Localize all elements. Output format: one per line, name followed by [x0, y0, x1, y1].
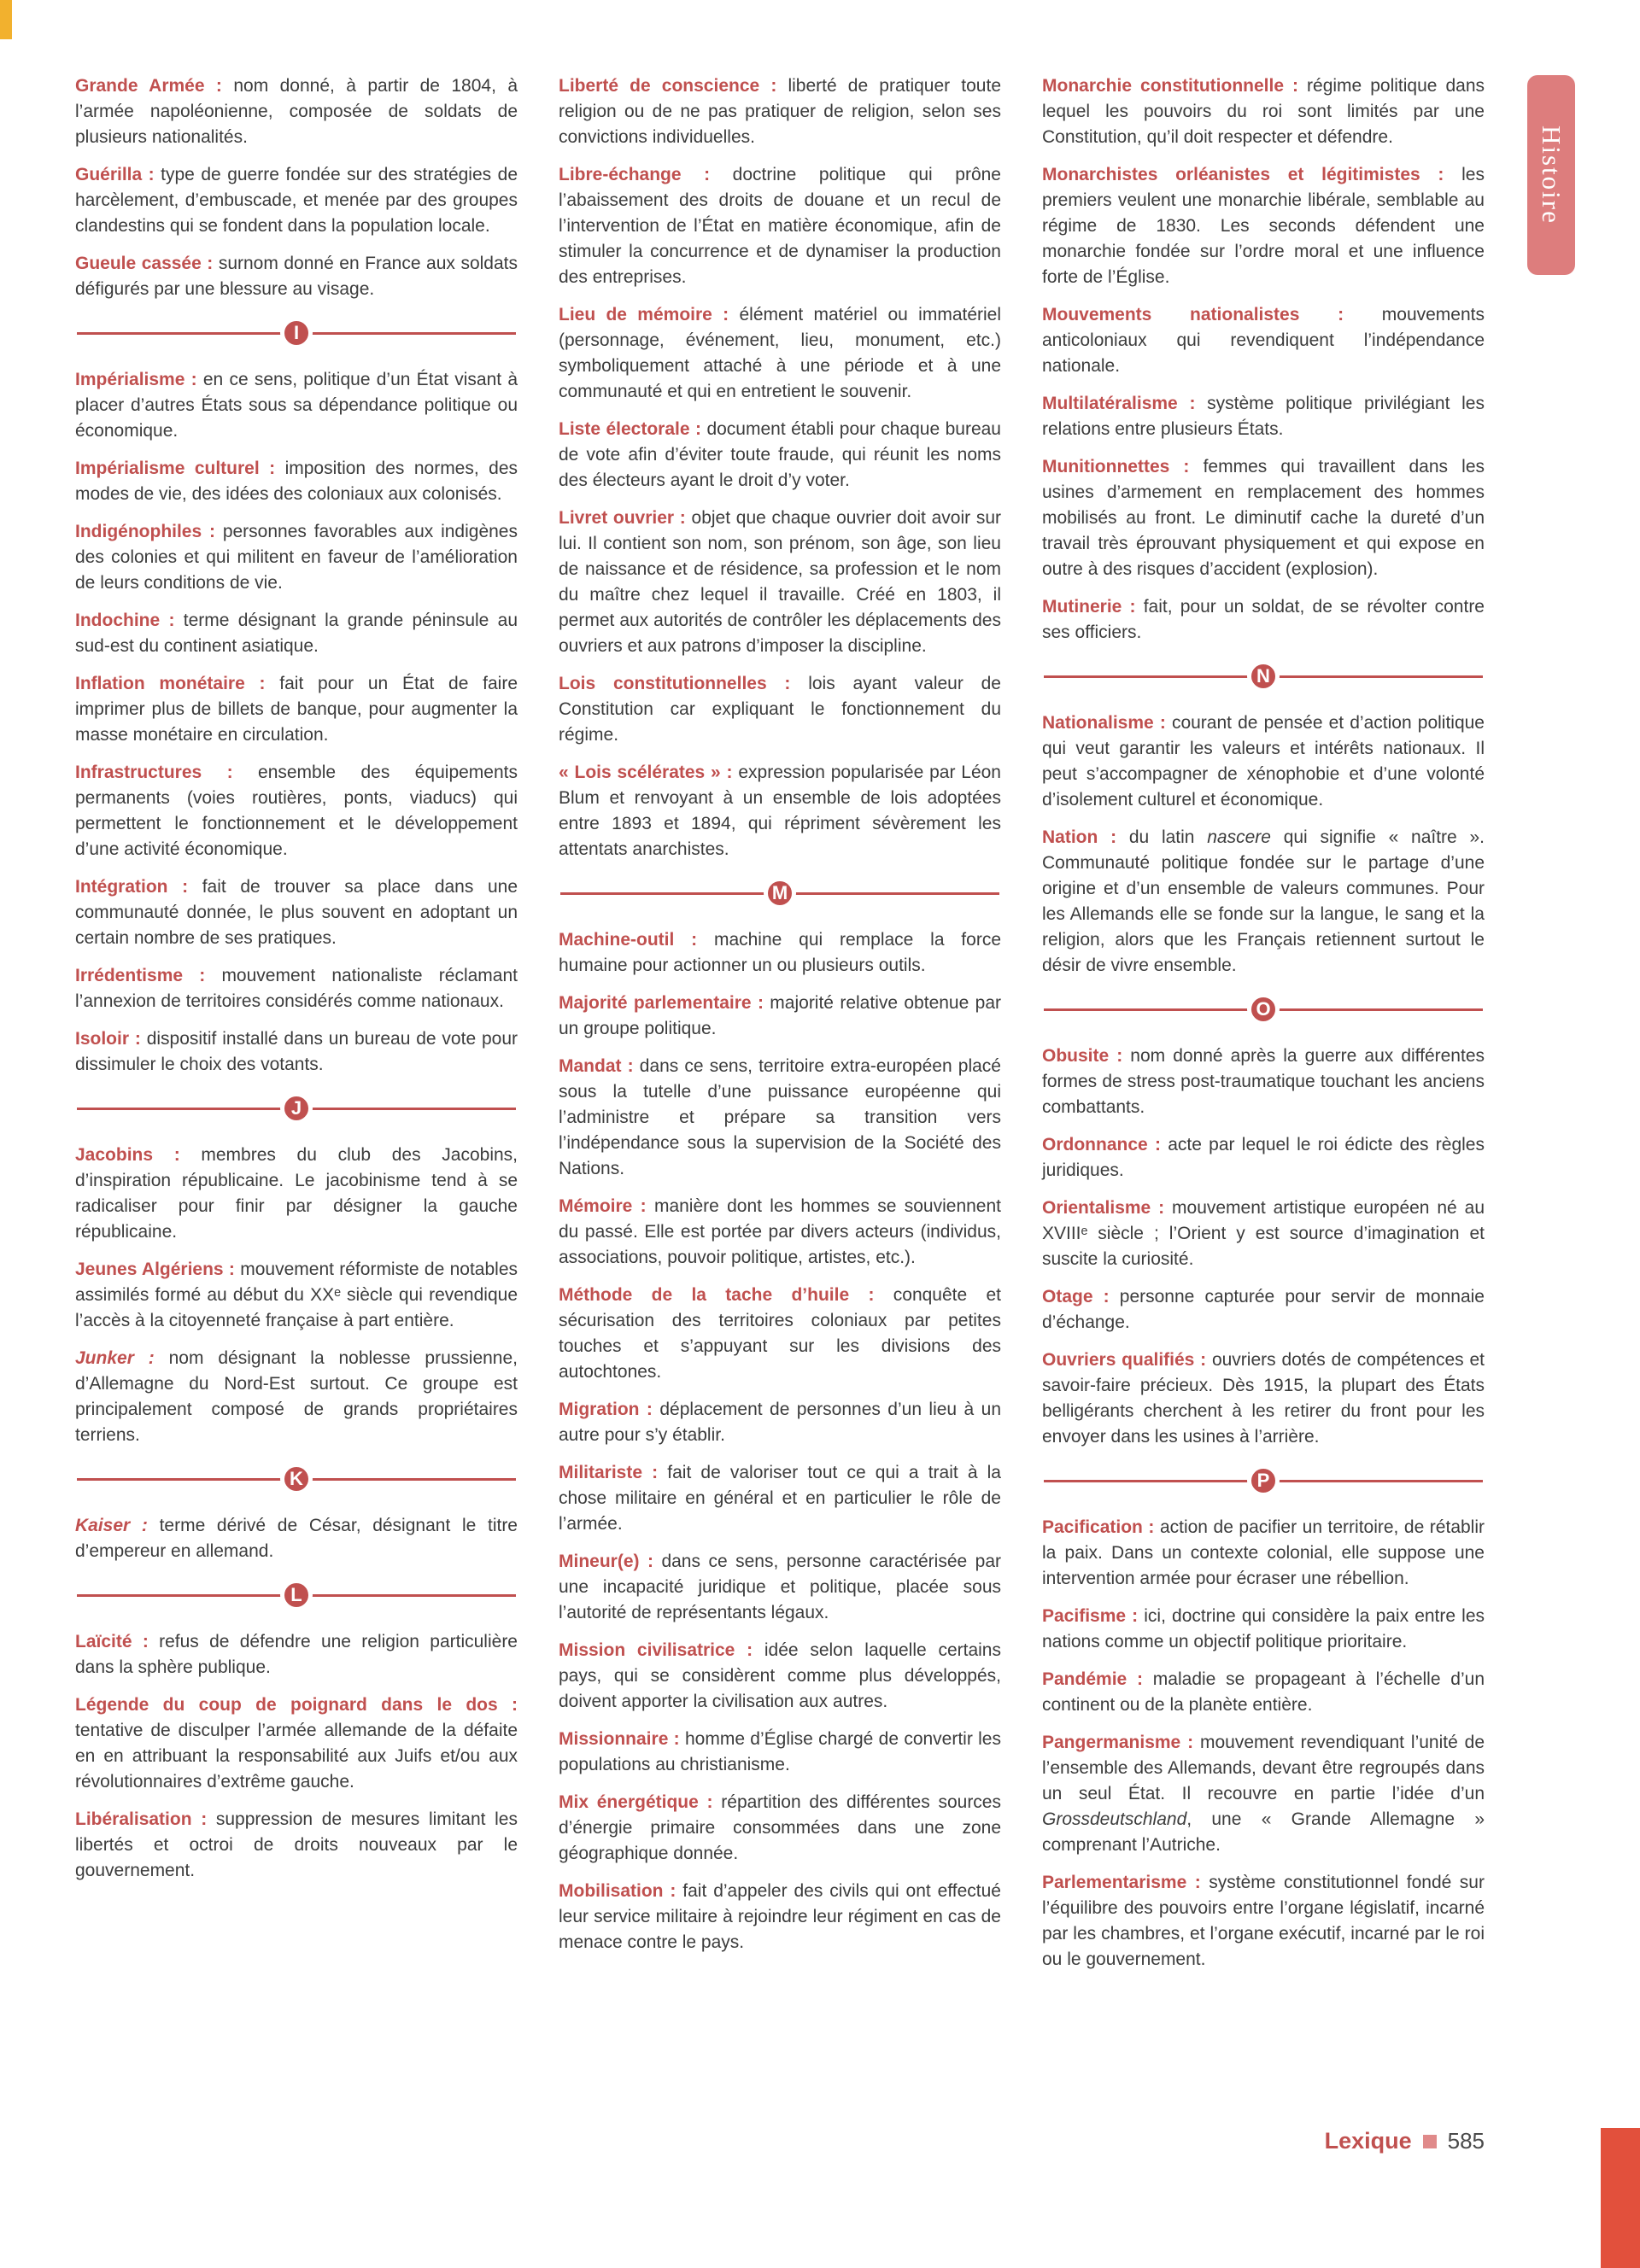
glossary-entry: [1042, 1667, 1485, 1718]
glossary-entry: [1042, 1515, 1485, 1592]
page-corner-mark: [0, 0, 12, 39]
definition: majorité relative obtenue par un groupe politique.: [559, 993, 1001, 1038]
glossary-entry: [559, 1549, 1001, 1626]
definition: ouvriers dotés de compétences et savoir-faire précieux. Dès 1915, la plupart des États belligérants cherchent à les retirer du front pour les envoyer dans les usines à l’arrière.: [1042, 1350, 1485, 1447]
glossary-entry: [1042, 1730, 1485, 1858]
glossary-entry: [75, 1692, 518, 1795]
chapter-tab-histoire: [1527, 75, 1575, 275]
term: Nation :: [1042, 827, 1129, 847]
glossary-entry: [559, 162, 1001, 290]
term: Mix énergétique :: [559, 1792, 722, 1812]
term: Intégration :: [75, 877, 202, 897]
term: Monarchie constitutionnelle :: [1042, 76, 1308, 96]
definition: courant de pensée et d’action politique qui veut garantir les valeurs et intérêts nationaux. Il peut s’accompagner de xénophobie et d’une volonté d’isolement culturel et économique.: [1042, 713, 1485, 810]
definition: idée selon laquelle certains pays, qui se considèrent comme plus développés, doivent apporter la civilisation aux autres.: [559, 1640, 1001, 1711]
letter-divider-k: [75, 1462, 518, 1496]
glossary-entry: [559, 302, 1001, 405]
divider-letter-badge: L: [280, 1579, 313, 1611]
definition: action de pacifier un territoire, de rétablir la paix. Dans un contexte colonial, elle suppose une intervention armée pour écraser une rébellion.: [1042, 1517, 1485, 1588]
term: Libéralisation :: [75, 1809, 216, 1829]
glossary-entry: [75, 1346, 518, 1448]
term: Militariste :: [559, 1463, 668, 1482]
definition: nom donné, à partir de 1804, à l’armée napoléonienne, composée de soldats de plusieurs nationalités.: [75, 76, 518, 147]
glossary-entry: [1042, 1043, 1485, 1120]
chapter-tab-label: Histoire: [1537, 126, 1567, 225]
glossary-entry: [1042, 391, 1485, 442]
glossary-entry: [559, 1638, 1001, 1715]
term: Laïcité :: [75, 1632, 160, 1651]
term: Infrastructures :: [75, 763, 259, 782]
term: Parlementarisme :: [1042, 1873, 1210, 1892]
term: Pacifisme :: [1042, 1606, 1145, 1626]
definition: liberté de pratiquer toute religion ou de ne pas pratiquer de religion, selon ses convictions individuelles.: [559, 76, 1001, 147]
term: Pandémie :: [1042, 1669, 1153, 1689]
letter-divider-m: [559, 876, 1001, 910]
footer-section-label: Lexique: [1324, 2128, 1412, 2154]
glossary-entry: [75, 1513, 518, 1564]
term: Mémoire :: [559, 1196, 654, 1216]
letter-divider-i: [75, 316, 518, 350]
term: Pacification :: [1042, 1517, 1160, 1537]
definition: fait de trouver sa place dans une communauté donnée, le plus souvent en adoptant un certain nombre de ses pratiques.: [75, 877, 518, 948]
definition: surnom donné en France aux soldats défigurés par une blessure au visage.: [75, 254, 518, 299]
definition: ensemble des équipements permanents (voies routières, ponts, viaducs) qui permettent le fonctionnement et le développement d’une activité économique.: [75, 763, 518, 859]
glossary-entry: [75, 1026, 518, 1078]
glossary-entry: [75, 456, 518, 507]
term: Jeunes Algériens :: [75, 1260, 241, 1279]
divider-letter-badge: K: [280, 1463, 313, 1495]
letter-divider-o: [1042, 992, 1485, 1026]
term: Majorité parlementaire :: [559, 993, 770, 1013]
definition: fait d’appeler des civils qui ont effectué leur service militaire à rejoindre leur régiment en cas de menace contre le pays.: [559, 1881, 1001, 1952]
page-edge-bar: [1601, 2128, 1640, 2268]
definition: fait pour un État de faire imprimer plus de billets de banque, pour augmenter la masse monétaire en circulation.: [75, 674, 518, 745]
glossary-entry: [75, 963, 518, 1014]
term: Otage :: [1042, 1287, 1120, 1306]
term: Mouvements nationalistes :: [1042, 305, 1382, 324]
definition: fait de valoriser tout ce qui a trait à la chose militaire en général et en particulier le rôle de l’armée.: [559, 1463, 1001, 1534]
definition: en ce sens, politique d’un État visant à placer d’autres États sous sa dépendance politique ou économique.: [75, 370, 518, 441]
divider-letter-badge: N: [1247, 660, 1280, 693]
glossary-entry: [559, 1460, 1001, 1537]
glossary-entry: [1042, 302, 1485, 379]
term: Indigénophiles :: [75, 522, 223, 541]
glossary-entry: [559, 1397, 1001, 1448]
glossary-entry: [75, 1807, 518, 1884]
term: Mission civilisatrice :: [559, 1640, 764, 1660]
glossary-entry: [559, 1879, 1001, 1955]
glossary-entry: [559, 760, 1001, 862]
glossary-entry: [75, 874, 518, 951]
glossary-column-1: [75, 73, 518, 1984]
definition: document établi pour chaque bureau de vote afin d’éviter toute fraude, qui réunit les noms des électeurs ayant le droit d’y voter.: [559, 419, 1001, 490]
term: Junker :: [75, 1348, 169, 1368]
term: Impérialisme :: [75, 370, 203, 389]
divider-letter-badge: J: [280, 1092, 313, 1125]
term: Jacobins :: [75, 1145, 202, 1165]
definition: système constitutionnel fondé sur l’équilibre des pouvoirs entre l’organe législatif, incarné par les chambres, et l’organe exécutif, incarné par le roi ou le gouvernement.: [1042, 1873, 1485, 1969]
letter-divider-j: [75, 1091, 518, 1125]
term: Livret ouvrier :: [559, 508, 692, 528]
term: Monarchistes orléanistes et légitimistes :: [1042, 165, 1462, 184]
glossary-entry: [1042, 1284, 1485, 1336]
glossary-entry: [1042, 1195, 1485, 1272]
glossary-entry: [559, 73, 1001, 150]
definition: membres du club des Jacobins, d’inspiration républicaine. Le jacobinisme tend à se radicaliser pour finir par désigner la gauche républicaine.: [75, 1145, 518, 1242]
glossary-entry: [1042, 594, 1485, 646]
definition: machine qui remplace la force humaine pour actionner un ou plusieurs outils.: [559, 930, 1001, 975]
term: « Lois scélérates » :: [559, 763, 739, 782]
definition: tentative de disculper l’armée allemande de la défaite en en attribuant la responsabilité aux Juifs et/ou aux révolutionnaires d’extrême gauche.: [75, 1721, 518, 1792]
glossary-entry: [559, 1727, 1001, 1778]
definition: type de guerre fondée sur des stratégies de harcèlement, d’embuscade, et menée par des groupes clandestins qui se fondent dans la population locale.: [75, 165, 518, 236]
definition: acte par lequel le roi édicte des règles juridiques.: [1042, 1135, 1485, 1180]
term: Mutinerie :: [1042, 597, 1144, 617]
divider-letter-badge: O: [1247, 993, 1280, 1026]
term: Grande Armée :: [75, 76, 234, 96]
divider-letter-badge: I: [280, 317, 313, 349]
glossary-entry: [559, 671, 1001, 748]
definition: dans ce sens, personne caractérisée par une incapacité juridique et politique, placée sous l’autorité de représentants légaux.: [559, 1552, 1001, 1622]
term: Orientalisme :: [1042, 1198, 1173, 1218]
glossary-entry: [1042, 1604, 1485, 1655]
glossary-entry: [1042, 454, 1485, 582]
term: Missionnaire :: [559, 1729, 685, 1749]
glossary-columns: [75, 73, 1485, 1984]
definition: élément matériel ou immatériel (personnage, événement, lieu, monument, etc.) symboliquement attaché à une période et à une communauté et qui en entretient le souvenir.: [559, 305, 1002, 401]
definition: refus de défendre une religion particulière dans la sphère publique.: [75, 1632, 518, 1677]
divider-letter-badge: M: [764, 877, 796, 909]
glossary-entry: [559, 1790, 1001, 1867]
definition: mouvement réformiste de notables assimilés formé au début du XXᵉ siècle qui revendique l’accès à la citoyenneté française à part entière.: [75, 1260, 518, 1330]
definition: mouvement revendiquant l’unité de l’ensemble des Allemands, devant être regroupés dans un seul État. Il recouvre en partie l’idée d’un Grossdeutschland, une « Grande Allemagne » comprenant l’Autriche.: [1042, 1733, 1485, 1855]
term: Mobilisation :: [559, 1881, 683, 1901]
glossary-entry: [75, 162, 518, 239]
term: Kaiser :: [75, 1516, 160, 1535]
definition: personnes favorables aux indigènes des colonies et qui militent en faveur de l’amélioration de leurs conditions de vie.: [75, 522, 518, 593]
term: Obusite :: [1042, 1046, 1131, 1066]
glossary-entry: [1042, 1132, 1485, 1184]
glossary-entry: [75, 1629, 518, 1681]
glossary-column-2: [559, 73, 1001, 1984]
glossary-entry: [1042, 73, 1485, 150]
definition: imposition des normes, des modes de vie, des idées des coloniaux aux colonisés.: [75, 459, 518, 504]
footer-square-icon: [1423, 2135, 1437, 2148]
term: Machine-outil :: [559, 930, 714, 950]
definition: doctrine politique qui prône l’abaissement des droits de douane et un recul de l’intervention de l’État en matière économique, afin de stimuler la concurrence et de dynamiser la production des entreprises.: [559, 165, 1001, 287]
term: Isoloir :: [75, 1029, 147, 1049]
glossary-entry: [75, 367, 518, 444]
definition: régime politique dans lequel les pouvoirs du roi sont limités par une Constitution, qu’il doit respecter et défendre.: [1042, 76, 1485, 147]
glossary-entry: [559, 991, 1001, 1042]
glossary-entry: [75, 73, 518, 150]
definition: nom donné après la guerre aux différentes formes de stress post-traumatique touchant les anciens combattants.: [1042, 1046, 1485, 1117]
glossary-column-3: [1042, 73, 1485, 1984]
definition: mouvements anticoloniaux qui revendiquent l’indépendance nationale.: [1042, 305, 1485, 376]
definition: expression popularisée par Léon Blum et renvoyant à un ensemble de lois adoptées entre 1893 et 1894, qui répriment sévèrement les attentats anarchistes.: [559, 763, 1001, 859]
term: Gueule cassée :: [75, 254, 219, 273]
definition: maladie se propageant à l’échelle d’un continent ou de la planète entière.: [1042, 1669, 1485, 1715]
definition: femmes qui travaillent dans les usines d’armement en remplacement des hommes mobilisés au front. Le diminutif cache la dureté d’un travail très éprouvant physiquement et qui expose en outre à des risques d’accident (explosion).: [1042, 457, 1485, 579]
term: Ordonnance :: [1042, 1135, 1168, 1154]
glossary-entry: [1042, 710, 1485, 813]
glossary-entry: [75, 251, 518, 302]
term: Liberté de conscience :: [559, 76, 788, 96]
glossary-entry: [559, 927, 1001, 979]
term: Lois constitutionnelles :: [559, 674, 809, 693]
definition: terme désignant la grande péninsule au sud-est du continent asiatique.: [75, 611, 518, 656]
glossary-entry: [559, 1283, 1001, 1385]
term: Multilatéralisme :: [1042, 394, 1208, 413]
page-footer: [1325, 2128, 1485, 2154]
glossary-entry: [1042, 1347, 1485, 1450]
definition: dispositif installé dans un bureau de vote pour dissimuler le choix des votants.: [75, 1029, 518, 1074]
glossary-entry: [1042, 1870, 1485, 1973]
glossary-entry: [559, 1194, 1001, 1271]
term: Ouvriers qualifiés :: [1042, 1350, 1212, 1370]
term: Irrédentisme :: [75, 966, 222, 985]
term: Mandat :: [559, 1056, 640, 1076]
definition: déplacement de personnes d’un lieu à un autre pour s’y établir.: [559, 1400, 1001, 1445]
definition: manière dont les hommes se souviennent du passé. Elle est portée par divers acteurs (individus, associations, pouvoir politique, artistes, etc.).: [559, 1196, 1001, 1267]
definition: du latin nascere qui signifie « naître ». Communauté politique fondée sur le partage d’une origine et d’un ensemble de valeurs communes. Pour les Allemands elle se fonde sur la langue, le sang et la religion, alors que les Français retiennent surtout le désir de vivre ensemble.: [1042, 827, 1485, 975]
term: Liste électorale :: [559, 419, 707, 439]
glossary-entry: [75, 519, 518, 596]
definition: objet que chaque ouvrier doit avoir sur lui. Il contient son nom, son prénom, son âge, son lieu de naissance et de résidence, sa profession et le nom du maître chez lequel il travaille. Créé en 1803, il permet aux autorités de contrôler les déplacements des ouvriers et aux patrons d’imposer la discipline.: [559, 508, 1001, 656]
term: Mineur(e) :: [559, 1552, 662, 1571]
term: Indochine :: [75, 611, 184, 630]
glossary-entry: [1042, 825, 1485, 979]
page-number: 585: [1447, 2128, 1485, 2154]
term: Légende du coup de poignard dans le dos :: [75, 1695, 518, 1715]
term: Libre-échange :: [559, 165, 733, 184]
definition: répartition des différentes sources d’énergie primaire consommées dans une zone géographique donnée.: [559, 1792, 1001, 1863]
term: Migration :: [559, 1400, 660, 1419]
term: Guérilla :: [75, 165, 161, 184]
term: Inflation monétaire :: [75, 674, 280, 693]
glossary-entry: [75, 608, 518, 659]
letter-divider-l: [75, 1578, 518, 1612]
glossary-entry: [559, 417, 1001, 494]
letter-divider-n: [1042, 659, 1485, 693]
definition: homme d’Église chargé de convertir les populations au christianisme.: [559, 1729, 1001, 1774]
definition: conquête et sécurisation des territoires coloniaux par petites touches et s’appuyant sur les divisions des autochtones.: [559, 1285, 1002, 1382]
definition: lois ayant valeur de Constitution car expliquant le fonctionnement du régime.: [559, 674, 1001, 745]
glossary-entry: [559, 1054, 1001, 1182]
glossary-entry: [75, 1257, 518, 1334]
term: Nationalisme :: [1042, 713, 1172, 733]
definition: suppression de mesures limitant les libertés et octroi de droits nouveaux par le gouvernement.: [75, 1809, 518, 1880]
definition: dans ce sens, territoire extra-européen placé sous la tutelle d’une puissance européenne qui l’administre et prépare sa transition vers l’indépendance sous la supervision de la Société des Nations.: [559, 1056, 1001, 1178]
term: Impérialisme culturel :: [75, 459, 285, 478]
term: Méthode de la tache d’huile :: [559, 1285, 893, 1305]
glossary-entry: [75, 1143, 518, 1245]
definition: mouvement artistique européen né au XVIIIᵉ siècle ; l’Orient y est source d’imagination et suscite la curiosité.: [1042, 1198, 1485, 1269]
definition: fait, pour un soldat, de se révolter contre ses officiers.: [1042, 597, 1485, 642]
letter-divider-p: [1042, 1464, 1485, 1498]
term: Munitionnettes :: [1042, 457, 1204, 476]
glossary-entry: [1042, 162, 1485, 290]
term: Lieu de mémoire :: [559, 305, 740, 324]
definition: terme dérivé de César, désignant le titre d’empereur en allemand.: [75, 1516, 518, 1561]
definition: personne capturée pour servir de monnaie d’échange.: [1042, 1287, 1485, 1332]
glossary-entry: [559, 506, 1001, 659]
glossary-entry: [75, 760, 518, 862]
definition: mouvement nationaliste réclamant l’annexion de territoires considérés comme nationaux.: [75, 966, 518, 1011]
glossary-entry: [75, 671, 518, 748]
definition: nom désignant la noblesse prussienne, d’Allemagne du Nord-Est surtout. Ce groupe est principalement composé de grands propriétaires terriens.: [75, 1348, 518, 1445]
definition: ici, doctrine qui considère la paix entre les nations comme un objectif politique prioritaire.: [1042, 1606, 1485, 1651]
term: Pangermanisme :: [1042, 1733, 1200, 1752]
divider-letter-badge: P: [1247, 1464, 1280, 1497]
definition: système politique privilégiant les relations entre plusieurs États.: [1042, 394, 1485, 439]
definition: les premiers veulent une monarchie libérale, semblable au régime de 1830. Les seconds défendent une monarchie fondée sur l’ordre moral et une influence forte de l’Église.: [1042, 165, 1485, 287]
